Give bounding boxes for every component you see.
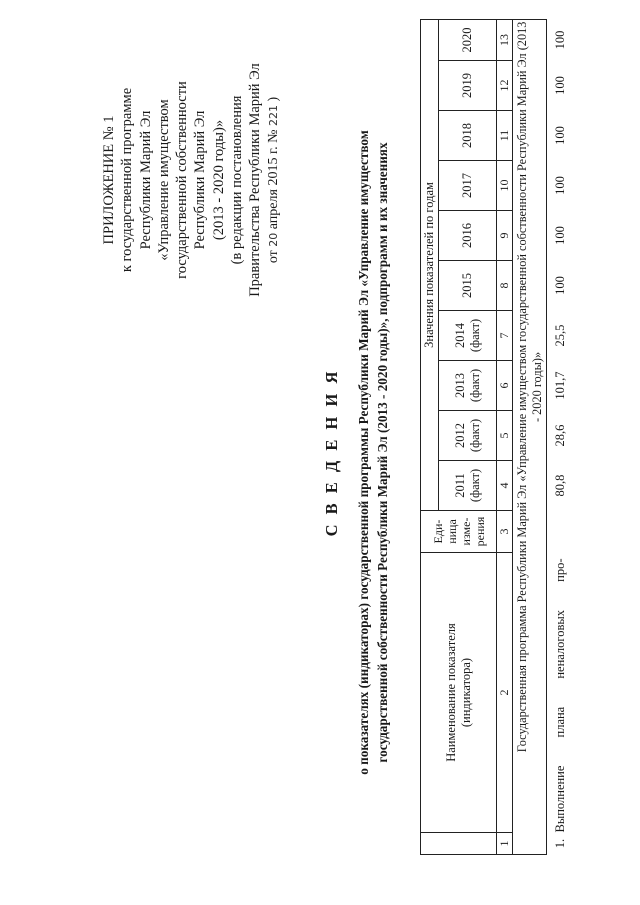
appendix-line: Правительства Республики Марий Эл: [247, 63, 264, 297]
row-unit: [547, 511, 575, 553]
appendix-line: Республики Марий Эл: [192, 110, 209, 250]
indicators-table: [420, 19, 575, 855]
column-number: 1: [497, 833, 513, 855]
header-year: 2011 (факт): [439, 461, 497, 511]
section-title: Государственная программа Республики Марий Эл «Управление имуществом государственной собственности Республики Марий Эл (2013 - 2020 годы)»: [513, 19, 547, 854]
header-indicator-name: Наименование показателя (индикатора): [421, 553, 497, 833]
header-values-by-year: Значения показателей по годам: [421, 19, 439, 510]
date-middle: апреля 2015 г. №: [265, 129, 281, 230]
row-indicator-name: Выполнение плана неналоговых про-: [553, 558, 568, 833]
row-value: 100: [553, 176, 568, 195]
column-number: 5: [497, 411, 513, 461]
appendix-line: к государственной программе: [119, 87, 136, 273]
column-number: 12: [497, 61, 513, 111]
heading-line-1: о показателях (индикаторах) государственной программы Республики Марий Эл «Управление имуществом: [356, 130, 371, 775]
column-number: 7: [497, 311, 513, 361]
column-number: 6: [497, 361, 513, 411]
header-year: 2017: [439, 161, 497, 211]
row-number: 1.: [553, 838, 568, 849]
date-suffix: ): [265, 96, 281, 102]
appendix-line: (в редакции постановления: [229, 95, 246, 265]
row-value: 25,5: [553, 324, 568, 347]
column-number: 3: [497, 511, 513, 553]
column-number: 2: [497, 553, 513, 833]
row-value: 100: [553, 76, 568, 95]
header-year: 2014 (факт): [439, 311, 497, 361]
header-year: 2016: [439, 211, 497, 261]
column-number: 13: [497, 19, 513, 60]
appendix-line: (2013 - 2020 годы)»: [210, 119, 227, 241]
appendix-line: государственной собственности: [174, 81, 191, 279]
header-year: 2013 (факт): [439, 361, 497, 411]
appendix-block: [100, 15, 283, 345]
header-year: 2015: [439, 261, 497, 311]
appendix-line: «Управление имуществом: [155, 99, 172, 261]
row-value: 80,8: [553, 474, 568, 497]
header-year: 2012 (факт): [439, 411, 497, 461]
document-heading: [322, 0, 392, 905]
header-year: 2019: [439, 61, 497, 111]
appendix-date-line: [265, 15, 283, 345]
row-value: 100: [553, 276, 568, 295]
header-number-cell: [421, 833, 497, 855]
resolution-number-handwritten: 221: [266, 105, 280, 127]
heading-line-2: государственной собственности Республики Марий Эл (2013 - 2020 годы)», подпрограмм и их значениях: [375, 142, 390, 763]
header-year: 2018: [439, 111, 497, 161]
appendix-line: Республики Марий Эл: [137, 110, 154, 250]
appendix-line: ПРИЛОЖЕНИЕ № 1: [101, 115, 117, 245]
column-number: 11: [497, 111, 513, 161]
column-number: 4: [497, 461, 513, 511]
column-number: 9: [497, 211, 513, 261]
date-prefix: от: [265, 250, 281, 264]
row-value: 101,7: [553, 371, 568, 400]
row-value: 100: [553, 226, 568, 245]
row-value: 28,6: [553, 424, 568, 447]
column-number: 10: [497, 161, 513, 211]
header-year: 2020: [439, 19, 497, 60]
header-unit: Еди-ница изме-рения: [421, 511, 497, 553]
row-value: 100: [553, 30, 568, 50]
column-number: 8: [497, 261, 513, 311]
date-day-handwritten: 20: [266, 232, 280, 247]
row-value: 100: [553, 126, 568, 145]
heading-title: С В Е Д Е Н И Я: [322, 368, 341, 537]
